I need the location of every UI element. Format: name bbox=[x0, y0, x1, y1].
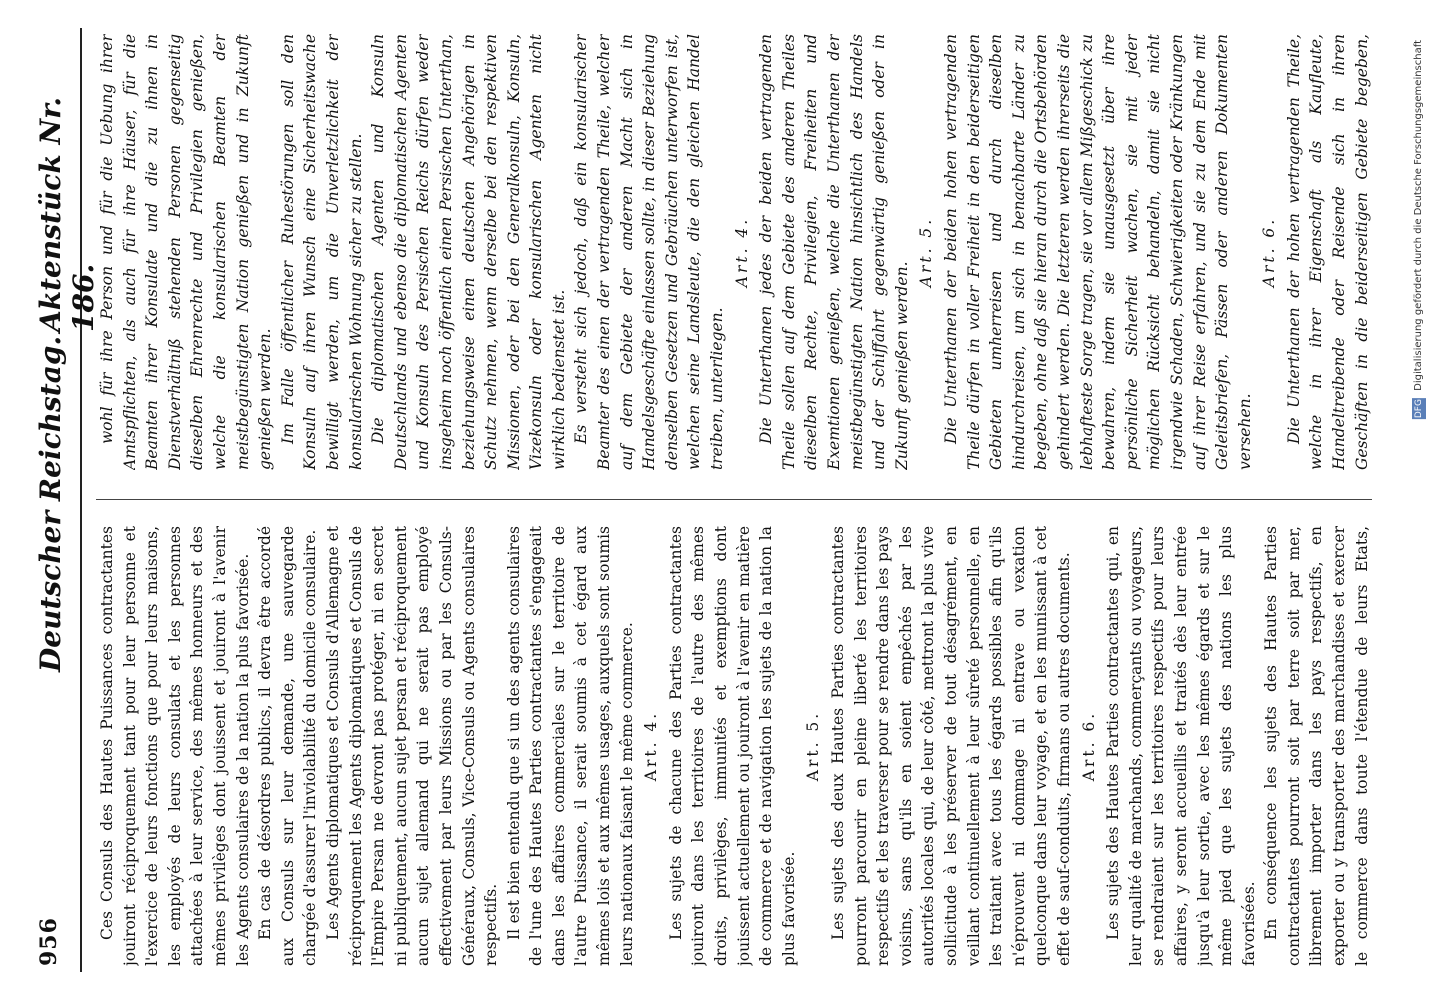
paragraph: Il est bien entendu que si un des agents consulaires de l'une des Hautes Parties contractantes s'engageait dans les affaires commerciales sur le territoire de l'autre Puissance, il serait soumis à cet égard aux mêmes lois et aux mêmes usages, auxquels sont soumis leurs nationaux faisant le même commerce. bbox=[504, 526, 636, 966]
paragraph: Die Unterthanen der beiden hohen vertragenden Theile dürfen in voller Freiheit in den beiderseitigen Gebieten umherreisen und durch dieselben hindurchreisen, um sich in benachbarte Länder zu begeben, ohne daß sie hieran durch die Ortsbehörden gehindert werden. Die letzteren werden ihrerseits die lebhafteste Sorge tragen, sie vor allem Mißgeschick zu bewahren, indem sie unausgesetzt über ihre persönliche Sicherheit wachen, sie mit jeder möglichen Rücksicht behandeln, damit sie nicht irgendwie Schaden, Schwierigkeiten oder Kränkungen auf ihrer Reise erfahren, und sie zu dem Ende mit Geleitsbriefen, Pässen oder anderen Dokumenten versehen. bbox=[941, 34, 1254, 470]
paragraph: En cas de désordres publics, il devra être accordé aux Consuls sur leur demande, une sauvegarde chargée d'assurer l'inviolabilité du domicile consulaire. bbox=[256, 526, 320, 966]
article-heading: Art. 4. bbox=[732, 216, 751, 288]
paragraph: Es versteht sich jedoch, daß ein konsularischer Beamter des einen der vertragenden Theile, welcher auf dem Gebiete der anderen Macht sich in Handelsgeschäfte einlassen sollte, in dieser Beziehung denselben Gesetzen und Gebräuchen unterworfen ist, welchen seine Landsleute, die den gleichen Handel treiben, unterliegen. bbox=[572, 34, 727, 470]
paragraph: Die Unterthanen jedes der beiden vertragenden Theile sollen auf dem Gebiete des anderen Theiles dieselben Rechte, Privilegien, Freiheiten und Exemtionen genießen, welche die Unterthanen der meistbegünstigten Nation hinsichtlich des Handels und der Schiffahrt gegenwärtig genießen oder in Zukunft genießen werden. bbox=[757, 34, 911, 470]
page-header bbox=[30, 28, 100, 972]
article-heading: Art. 6. bbox=[1260, 216, 1279, 288]
header-title-right: Aktenstück Nr. 186. bbox=[34, 96, 100, 332]
article-heading: Art. 6. bbox=[1079, 710, 1098, 782]
paragraph: Les sujets de chacune des Parties contractantes jouiront dans les territoires de l'autre des mêmes droits, privilèges, immunités et exemptions dont jouissent actuellement ou jouiront à l'avenir en matière de commerce et de navigation les sujets de la nation la plus favorisée. bbox=[666, 526, 798, 966]
paragraph: wohl für ihre Person und für die Uebung ihrer Amtspflichten, als auch für ihre Häuser, für die Beamten ihrer Konsulate und die zu ihnen in Dienstverhältniß stehenden Personen gegenseitig dieselben Ehrenrechte und Privilegien genießen, welche die konsularischen Beamten der meistbegünstigten Nation genießen und in Zukunft genießen werden. bbox=[98, 34, 275, 470]
dfg-credit bbox=[1412, 40, 1426, 419]
paragraph: Ces Consuls des Hautes Puissances contractantes jouiront réciproquement tant pour leur personne et l'exercice de leurs fonctions que pour leurs maisons, les employés de leurs consulats et les personnes attachées à leur service, des mêmes honneurs et des mêmes privilèges dont jouissent et jouiront à l'avenir les Agents consulaires de la nation la plus favorisée. bbox=[98, 526, 252, 966]
paragraph: Die Unterthanen der hohen vertragenden Theile, welche in ihrer Eigenschaft als Kaufleute, Handeltreibende oder Reisende sich in ihren Geschäften in die beiderseitigen Gebiete begeben, bbox=[1284, 34, 1371, 470]
article-heading: Art. 4. bbox=[642, 710, 661, 782]
paragraph: Die diplomatischen Agenten und Konsuln Deutschlands und ebenso die diplomatischen Agenten und Konsuln des Persischen Reichs dürfen weder insgeheim noch öffentlich einen Persischen Unterthan, beziehungsweise einen deutschen Angehörigen in Schutz nehmen, wenn derselbe bei den respektiven Missionen, oder bei den Generalkonsuln, Konsuln, Vizekonsuln oder konsularischen Agenten nicht wirklich bedienstet ist. bbox=[369, 34, 568, 470]
page-number: 956 bbox=[36, 917, 62, 966]
article-heading: Art. 5. bbox=[804, 710, 823, 782]
dfg-credit-text: Digitalisierung gefördert durch die Deutsche Forschungsgemeinschaft bbox=[1413, 40, 1424, 391]
paragraph: Les Agents diplomatiques et Consuls d'Allemagne et réciproquement les Agents diplomatiques et Consuls de l'Empire Persan ne devront pas protéger, ni en secret ni publiquement, aucun sujet persan et réciproquement aucun sujet allemand qui ne serait pas employé effectivement par leurs Missions ou par les Consuls-Généraux, Consuls, Vice-Consuls ou Agents consulaires respectifs. bbox=[323, 526, 501, 966]
paragraph: En conséquence les sujets des Hautes Parties contractantes pourront soit par terre soit par mer, librement importer dans les pays respectifs, en exporter ou y transporter des marchandises et exercer le commerce dans toute l'étendue de leurs Etats, bbox=[1262, 526, 1371, 966]
german-column bbox=[96, 34, 1372, 470]
paragraph: Les sujets des deux Hautes Parties contractantes pourront parcourir en pleine liberté les territoires respectifs et les traverser pour se rendre dans les pays voisins, sans qu'ils en soient empêchés par les autorités locales qui, de leur côté, mettront la plus vive sollicitude à les préserver de tout désagrément, en veillant continuellement à leur sûreté personnelle, en les traitant avec tous les égards possibles afin qu'ils n'éprouvent ni dommage ni entrave ou vexation quelconque dans leur voyage, et en les munissant à cet effet de sauf-conduits, firmans ou autres documents. bbox=[829, 526, 1073, 966]
paragraph: Im Falle öffentlicher Ruhestörungen soll den Konsuln auf ihren Wunsch eine Sicherheitswache bewilligt werden, um die Unverletzlichkeit der konsularischen Wohnung sicher zu stellen. bbox=[278, 34, 365, 470]
article-heading: Art. 5. bbox=[917, 216, 936, 288]
header-title-left: Deutscher Reichstag. bbox=[34, 335, 67, 672]
dfg-logo: DFG bbox=[1414, 399, 1424, 419]
french-column bbox=[96, 526, 1372, 966]
paragraph: Les sujets des Hautes Parties contractantes qui, en leur qualité de marchands, commerçants ou voyageurs, se rendraient sur les territoires respectifs pour leurs affaires, y seront accueillis et traités dès leur entrée jusqu'à leur sortie, avec les mêmes égards et sur le même pied que les sujets des nations les plus favorisées. bbox=[1104, 526, 1258, 966]
column-divider bbox=[96, 499, 1372, 500]
